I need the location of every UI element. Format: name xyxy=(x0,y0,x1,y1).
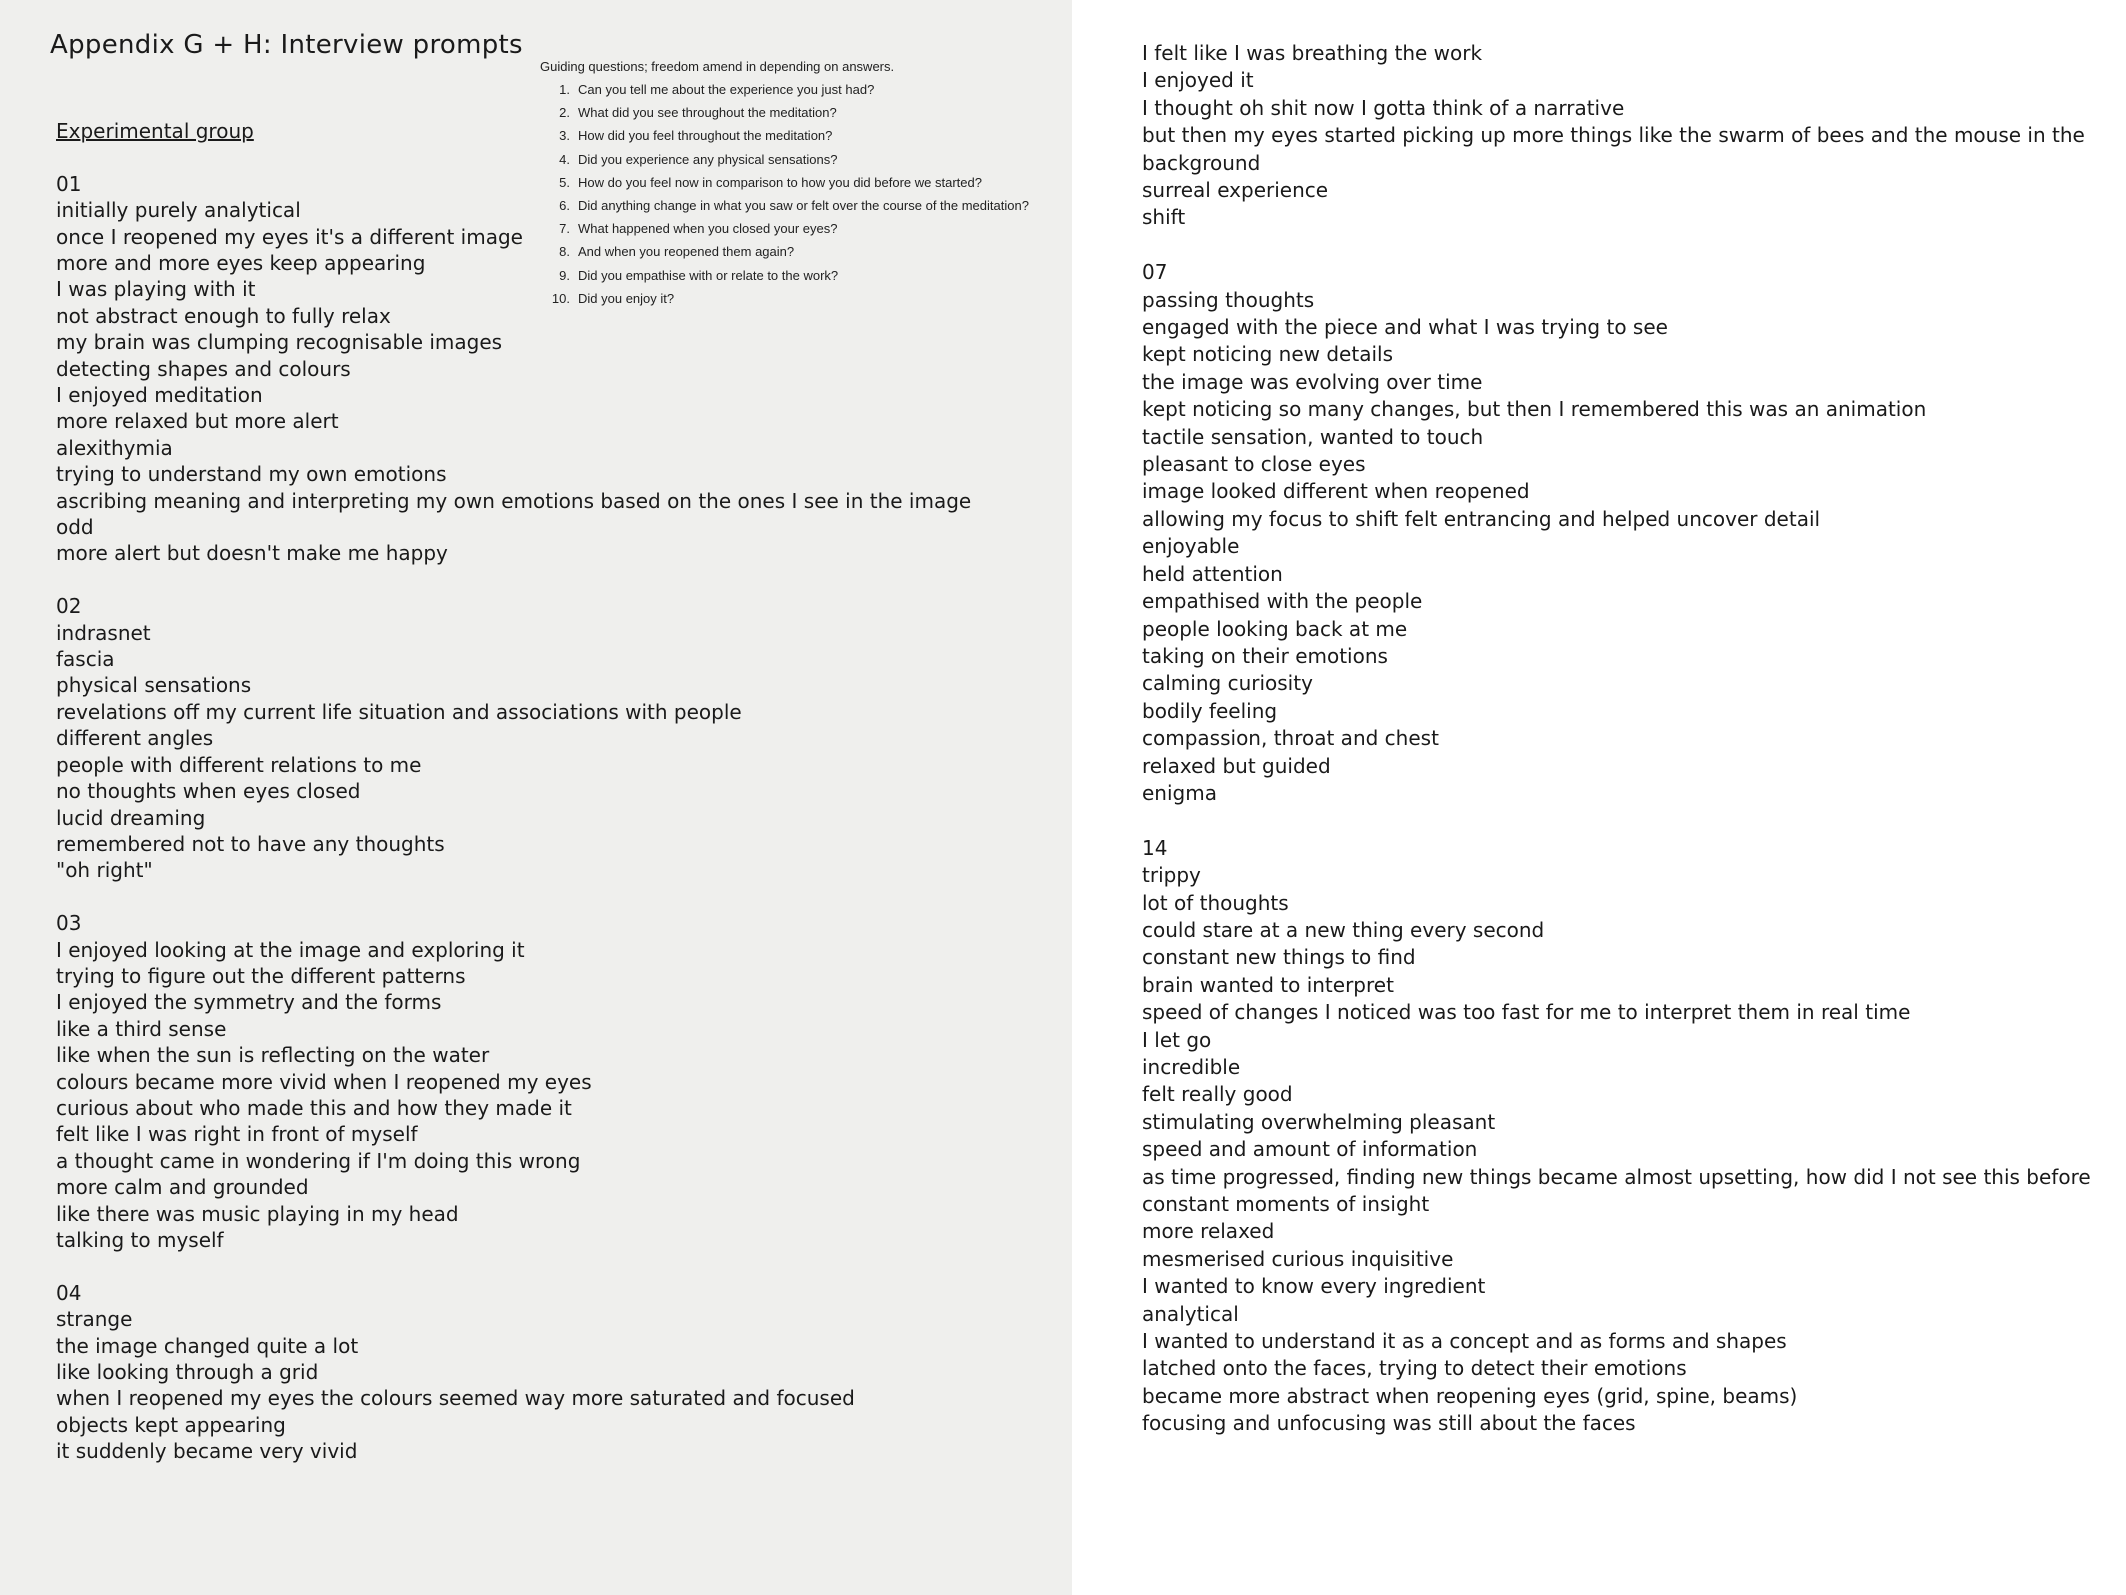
response-line: incredible xyxy=(1142,1055,1241,1079)
left-column xyxy=(56,118,1056,1465)
response-line: detecting shapes and colours xyxy=(56,356,351,381)
response-line: allowing my focus to shift felt entrancing and helped uncover detail xyxy=(1142,506,1821,531)
response-line: I enjoyed looking at the image and exploring it xyxy=(56,937,525,962)
response-line: mesmerised curious inquisitive xyxy=(1142,1246,1454,1271)
response-line: I enjoyed the symmetry and the forms xyxy=(56,990,442,1015)
response-line: talking to myself xyxy=(56,1228,224,1252)
prompt-text: How do you feel now in comparison to how you did before we started? xyxy=(578,174,982,190)
prompt-text: Did anything change in what you saw or felt over the course of the meditation? xyxy=(578,197,1029,213)
response-line: different angles xyxy=(56,726,214,751)
response-line: curious about who made this and how they made it xyxy=(56,1095,572,1120)
response-line: image looked different when reopened xyxy=(1142,479,1530,504)
response-line: more alert but doesn't make me happy xyxy=(56,541,448,566)
response-line: alexithymia xyxy=(56,435,173,460)
response-line: engaged with the piece and what I was trying to see xyxy=(1142,315,1668,340)
response-line: constant moments of insight xyxy=(1142,1192,1430,1217)
response-line: like a third sense xyxy=(56,1016,227,1041)
prompt-text: How did you feel throughout the meditation? xyxy=(578,128,833,144)
prompt-text: Can you tell me about the experience you just had? xyxy=(578,82,875,97)
response-line: taking on their emotions xyxy=(1142,643,1388,668)
response-line: I wanted to understand it as a concept and as forms and shapes xyxy=(1142,1329,1787,1354)
prompt-number: 3. xyxy=(559,128,570,144)
response-line: speed of changes I noticed was too fast for me to interpret them in real time xyxy=(1142,1000,1911,1025)
response-line: kept noticing so many changes, but then I remembered this was an animation xyxy=(1142,397,1927,422)
response-line: ascribing meaning and interpreting my own emotions based on the ones I see in the image xyxy=(56,488,972,513)
response-line: remembered not to have any thoughts xyxy=(56,831,445,856)
participant-block xyxy=(56,593,1056,883)
participant-block xyxy=(56,171,1056,567)
response-line: more relaxed but more alert xyxy=(56,409,339,434)
response-line: pleasant to close eyes xyxy=(1142,452,1366,477)
response-line: held attention xyxy=(1142,561,1283,586)
response-line: compassion, throat and chest xyxy=(1142,726,1439,751)
prompt-number: 9. xyxy=(559,267,570,283)
response-line: stimulating overwhelming pleasant xyxy=(1142,1109,1496,1134)
response-line: enigma xyxy=(1142,780,1217,805)
response-line: felt like I was right in front of myself xyxy=(56,1122,418,1147)
participant-block xyxy=(1142,259,2112,807)
prompt-text: Did you empathise with or relate to the work? xyxy=(578,267,839,283)
participant-block xyxy=(1142,40,2112,232)
prompt-number: 1. xyxy=(559,82,570,97)
response-line: enjoyable xyxy=(1142,534,1240,559)
response-line: tactile sensation, wanted to touch xyxy=(1142,424,1484,449)
response-line: fascia xyxy=(56,647,115,672)
prompt-number: 4. xyxy=(559,151,570,167)
response-line: I was playing with it xyxy=(56,277,256,302)
response-line: lucid dreaming xyxy=(56,805,206,830)
prompt-text: Did you experience any physical sensations? xyxy=(578,151,838,167)
response-line: initially purely analytical xyxy=(56,198,301,223)
response-line: trying to understand my own emotions xyxy=(56,462,447,487)
response-line: I enjoyed it xyxy=(1142,68,1254,93)
prompt-number: 10. xyxy=(551,290,570,306)
response-line: once I reopened my eyes it's a different image xyxy=(56,224,523,249)
response-line: calming curiosity xyxy=(1142,671,1313,696)
response-line: indrasnet xyxy=(56,620,151,645)
response-line: background xyxy=(1142,150,1261,175)
group-heading: Experimental group xyxy=(56,119,254,143)
prompt-number: 8. xyxy=(559,244,570,260)
response-line: trippy xyxy=(1142,863,1201,888)
response-line: strange xyxy=(56,1307,133,1332)
response-line: no thoughts when eyes closed xyxy=(56,779,361,804)
response-line: I enjoyed meditation xyxy=(56,383,263,408)
response-line: latched onto the faces, trying to detect their emotions xyxy=(1142,1356,1687,1381)
right-column xyxy=(1142,40,2112,1438)
prompt-number: 7. xyxy=(559,221,570,237)
prompt-text: Did you enjoy it? xyxy=(578,290,675,306)
participant-id: 03 xyxy=(56,911,82,936)
participant-block xyxy=(1142,835,2112,1438)
response-line: empathised with the people xyxy=(1142,589,1423,614)
response-line: as time progressed, finding new things became almost upsetting, how did I not see this before xyxy=(1142,1164,2091,1189)
response-line: the image was evolving over time xyxy=(1142,369,1483,394)
response-line: but then my eyes started picking up more things like the swarm of bees and the mouse in the xyxy=(1142,123,2085,148)
response-line: not abstract enough to fully relax xyxy=(56,303,391,328)
response-line: relaxed but guided xyxy=(1142,753,1331,778)
response-line: physical sensations xyxy=(56,673,252,698)
response-line: bodily feeling xyxy=(1142,698,1278,723)
response-line: I let go xyxy=(1142,1027,1212,1052)
participant-id: 14 xyxy=(1142,835,1168,860)
response-line: colours became more vivid when I reopened my eyes xyxy=(56,1069,592,1094)
response-line: a thought came in wondering if I'm doing this wrong xyxy=(56,1148,581,1173)
response-line: my brain was clumping recognisable images xyxy=(56,330,503,355)
right-participant-blocks xyxy=(1142,40,2112,1438)
response-line: more calm and grounded xyxy=(56,1175,309,1200)
response-line: revelations off my current life situation and associations with people xyxy=(56,699,742,724)
response-line: more and more eyes keep appearing xyxy=(56,251,426,275)
response-line: it suddenly became very vivid xyxy=(56,1439,358,1464)
prompt-text: What happened when you closed your eyes? xyxy=(578,221,838,237)
participant-block xyxy=(56,910,1056,1253)
response-line: "oh right" xyxy=(56,858,153,883)
participant-id: 01 xyxy=(56,171,82,196)
response-line: speed and amount of information xyxy=(1142,1137,1478,1162)
participant-id: 07 xyxy=(1142,260,1168,285)
response-line: focusing and unfocusing was still about the faces xyxy=(1142,1411,1636,1436)
response-line: people with different relations to me xyxy=(56,752,422,777)
response-line: like there was music playing in my head xyxy=(56,1201,459,1226)
response-line: could stare at a new thing every second xyxy=(1142,917,1545,942)
response-line: lot of thoughts xyxy=(1142,890,1289,915)
response-line: like when the sun is reflecting on the water xyxy=(56,1043,490,1068)
response-line: felt really good xyxy=(1142,1082,1293,1107)
response-line: surreal experience xyxy=(1142,178,1329,203)
prompts-intro: Guiding questions; freedom amend in depending on answers. xyxy=(540,59,895,74)
prompt-number: 6. xyxy=(559,197,570,213)
response-line: I wanted to know every ingredient xyxy=(1142,1274,1486,1299)
prompt-number: 5. xyxy=(559,174,570,190)
response-line: passing thoughts xyxy=(1142,287,1315,312)
page-title: Appendix G + H: Interview prompts xyxy=(50,30,523,60)
response-line: odd xyxy=(56,515,94,540)
response-line: people looking back at me xyxy=(1142,616,1408,641)
participant-id: 04 xyxy=(56,1280,82,1305)
prompt-text: What did you see throughout the meditation? xyxy=(578,105,837,121)
response-line: I thought oh shit now I gotta think of a narrative xyxy=(1142,95,1625,120)
response-line: the image changed quite a lot xyxy=(56,1333,359,1358)
participant-id: 02 xyxy=(56,594,82,619)
response-line: shift xyxy=(1142,205,1186,230)
response-line: constant new things to find xyxy=(1142,945,1416,970)
response-line: brain wanted to interpret xyxy=(1142,972,1394,997)
response-line: objects kept appearing xyxy=(56,1412,286,1437)
response-line: when I reopened my eyes the colours seemed way more saturated and focused xyxy=(56,1386,855,1411)
response-line: became more abstract when reopening eyes (grid, spine, beams) xyxy=(1142,1383,1798,1408)
response-line: I felt like I was breathing the work xyxy=(1142,41,1483,65)
response-line: trying to figure out the different patterns xyxy=(56,963,466,988)
response-line: more relaxed xyxy=(1142,1219,1275,1244)
response-line: kept noticing new details xyxy=(1142,342,1393,367)
prompt-item xyxy=(540,78,1060,101)
prompt-number: 2. xyxy=(559,105,570,121)
response-line: analytical xyxy=(1142,1301,1239,1326)
prompt-text: And when you reopened them again? xyxy=(578,244,795,260)
response-line: like looking through a grid xyxy=(56,1360,319,1385)
left-participant-blocks xyxy=(56,171,1056,1465)
participant-block xyxy=(56,1280,1056,1465)
